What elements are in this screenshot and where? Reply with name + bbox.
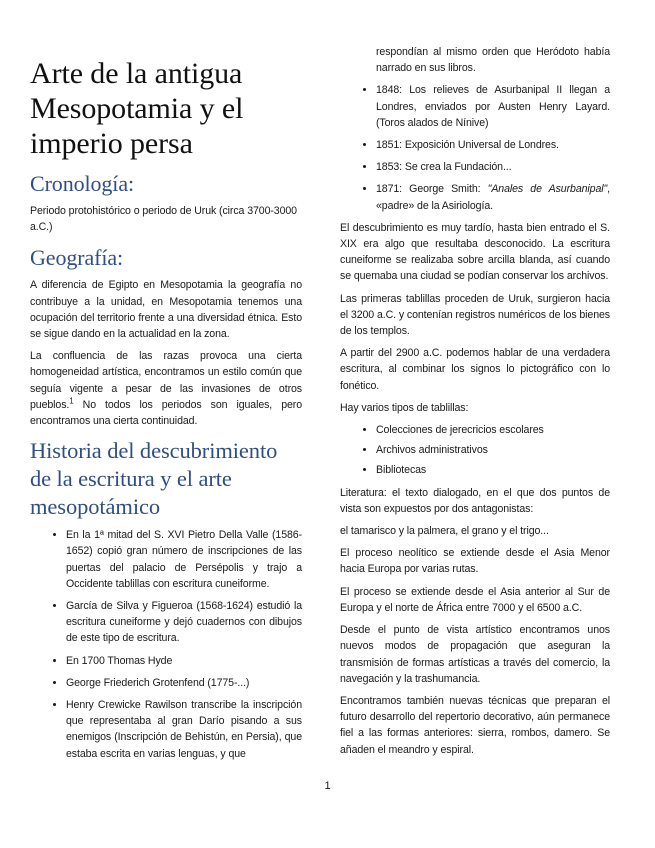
list-item: • Henry Crewicke Rawilson transcribe la inscripción que representaba al gran Darío pisando a sus enemigos (Inscripción de Behistún, en Persia), que estaba escrita en varias lenguas, y que [66,697,302,762]
anales-title: "Anales de Asurbanipal" [487,183,608,196]
historia-heading: Historia del descubrimiento de la escritura y el arte mesopotámico [30,438,278,520]
cronologia-heading: Cronología: [30,171,135,196]
paragraph-descubrimiento: El descubrimiento es muy tardío, hasta bien entrado el S. XIX era algo que resultaba desconocido. La escritura cuneiforme se realizaba sobre arcilla blanda, así cuando se quemaba una ciudad se podían conservar los archivos. [340,221,610,283]
paragraph-escritura: A partir del 2900 a.C. podemos hablar de una verdadera escritura, al combinar los signos lo pictográfico con lo fonético. [340,347,610,392]
list-item: • En 1700 Thomas Hyde [66,653,302,669]
list-item: • Bibliotecas [376,462,610,478]
paragraph-ejemplos: el tamarisco y la palmera, el grano y el trigo... [340,525,549,538]
paragraph-tablillas: Las primeras tablillas proceden de Uruk, surgieron hacia el 3200 a.C. y contenían registros numéricos de los bienes de los templos. [340,292,610,338]
geografia-paragraph-2 [30,348,302,429]
list-item: • 1848: Los relieves de Asurbanipal II llegan a Londres, enviados por Austen Henry Layard. (Toros alados de Nínive) [376,82,610,131]
geografia-paragraph-2-start: La confluencia de las razas provoca una cierta homogeneidad artística, encontramos un estilo común que seguía vigente a pesar de las invasiones de otros pueblos. [30,350,302,411]
list-item: • En la 1ª mitad del S. XVI Pietro Della Valle (1586-1652) copió gran número de inscripciones de las puertas del palacio de Persépolis y trajo a Occidente tablillas con escritura cuneiforme. [66,527,302,592]
historia-list-continued [340,44,610,214]
paragraph-literatura: Literatura: el texto dialogado, en el que dos puntos de vista son expuestos por dos antagonistas: [340,486,610,515]
geografia-heading: Geografía: [30,245,124,271]
right-column [340,44,610,764]
page-number: 1 [324,780,331,792]
document-title: Arte de la antigua Mesopotamia y el imperio persa [30,57,244,160]
list-item: • Colecciones de jerecricios escolares [376,422,610,438]
paragraph-proceso: El proceso se extiende desde el Asia anterior al Sur de Europa y el norte de África entre 7000 y el 6500 a.C. [340,585,610,614]
smith-text-end: , «padre» de la Asiriología. [376,183,610,212]
historia-list [30,527,302,762]
geografia-paragraph-2-end: No todos los periodos son iguales, pero encontramos una cierta continuidad. [30,398,302,428]
list-item: • George Friederich Grotenfend (1775-...) [66,675,302,691]
paragraph-artistico: Desde el punto de vista artístico encontramos unos nuevos modos de propagación que aseguran la transmisión de formas artísticas a través del comercio, la navegación y la trashumancia. [340,624,610,685]
list-item: • García de Silva y Figueroa (1568-1624) estudió la escritura cuneiforme y dejó cuadernos con dibujos de este tipo de escritura. [66,598,302,647]
tipos-list [340,422,610,479]
list-item: • 1851: Exposición Universal de Londres. [376,137,610,153]
geografia-paragraph-1: A diferencia de Egipto en Mesopotamia la geografía no contribuye a la unidad, en Mesopotamia tenemos una ocupación del territorio frente a una diversidad étnica. Esto se sigue dando en la actualidad en la zona. [30,279,302,341]
paragraph-tipos-intro: Hay varios tipos de tablillas: [340,401,469,414]
paragraph-tecnicas: Encontramos también nuevas técnicas que preparan el futuro desarrollo del repertorio decorativo, aún permanece fiel a las formas anteriores: sierra, rombos, damero. Se añaden el meandro y espiral. [340,694,610,756]
paragraph-neolitico: El proceso neolítico se extiende desde el Asia Menor hacia Europa por varias rutas. [340,547,610,576]
smith-text-start: 1871: George Smith: [376,183,488,196]
cronologia-text: Periodo protohistórico o periodo de Uruk (circa 3700-3000 a.C.) [30,205,297,234]
left-column [30,44,302,768]
list-item [376,181,610,213]
list-item: • 1853: Se crea la Fundación... [376,159,610,175]
list-item: • Archivos administrativos [376,442,610,458]
footnote-ref[interactable]: 1 [69,396,74,406]
list-item-continuation: respondían al mismo orden que Heródoto había narrado en sus libros. [376,46,610,75]
